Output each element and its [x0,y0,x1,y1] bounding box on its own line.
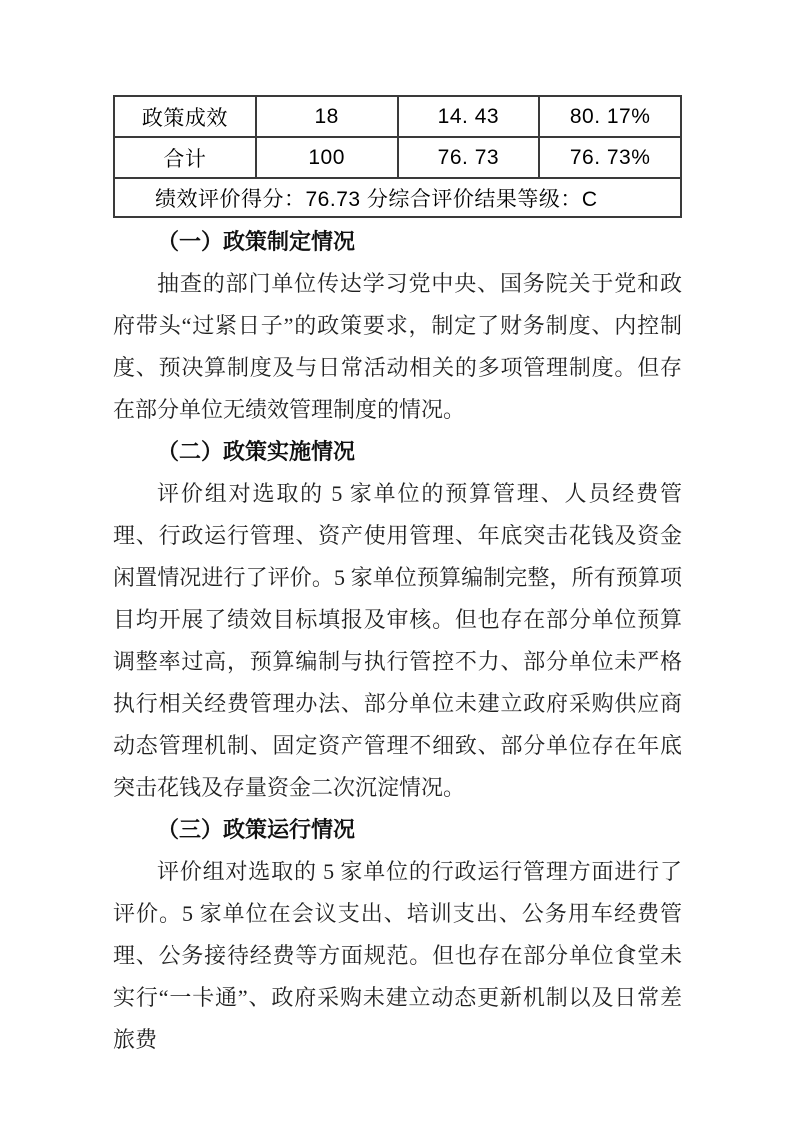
cell-score-rate: 76. 73% [539,137,681,178]
section-paragraph-policy-operation: 评价组对选取的 5 家单位的行政运行管理方面进行了评价。5 家单位在会议支出、培训支出、公务用车经费管理、公务接待经费等方面规范。但也存在部分单位食堂未实行“一卡通”、政府采购未建立动态更新机制以及日常差旅费 [113,859,682,1052]
cell-indicator-name: 合计 [114,137,256,178]
cell-score: 14. 43 [398,96,540,137]
table-row-summary [114,178,681,217]
evaluation-summary-text: 绩效评价得分：76.73 分综合评价结果等级：C [114,178,681,217]
cell-weight: 100 [256,137,398,178]
performance-score-table [113,95,682,218]
document-body [113,221,682,1061]
cell-indicator-name: 政策成效 [114,96,256,137]
table-row-total [114,137,681,178]
cell-score: 76. 73 [398,137,540,178]
section-paragraph-policy-implementation: 评价组对选取的 5 家单位的预算管理、人员经费管理、行政运行管理、资产使用管理、年底突击花钱及资金闲置情况进行了评价。5 家单位预算编制完整，所有预算项目均开展了绩效目标填报及审核。但也存在部分单位预算调整率过高，预算编制与执行管控不力、部分单位未严格执行相关经费管理办法、部分单位未建立政府采购供应商动态管理机制、固定资产管理不细致、部分单位存在年底突击花钱及存量资金二次沉淀情况。 [113,481,682,800]
cell-score-rate: 80. 17% [539,96,681,137]
cell-weight: 18 [256,96,398,137]
table-row-policy-effect [114,96,681,137]
section-heading-policy-formulation: （一）政策制定情况 [157,229,356,254]
section-heading-policy-implementation: （二）政策实施情况 [157,439,356,464]
section-paragraph-policy-formulation: 抽查的部门单位传达学习党中央、国务院关于党和政府带头“过紧日子”的政策要求，制定了财务制度、内控制度、预决算制度及与日常活动相关的多项管理制度。但存在部分单位无绩效管理制度的情况。 [113,271,682,422]
section-heading-policy-operation: （三）政策运行情况 [157,817,356,842]
